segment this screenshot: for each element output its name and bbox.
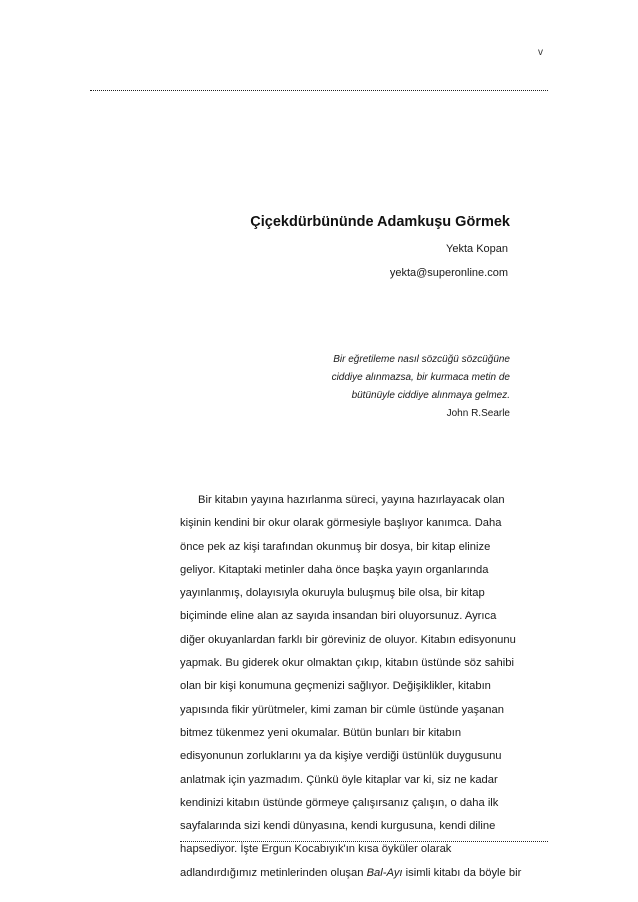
body-line: yapmak. Bu giderek okur olmaktan çıkıp, kitabın üstünde söz sahibi — [180, 657, 514, 670]
body-line-last — [180, 862, 550, 885]
header-dotted-rule — [90, 90, 548, 91]
book-title-italic: Bal-Ayı — [366, 866, 403, 879]
body-line: olan bir kişi konumuna geçmenizi sağlıyor. Değişiklikler, kitabın — [180, 680, 491, 693]
body-line: diğer okuyanlardan farklı bir göreviniz de oluyor. Kitabın edisyonunu — [180, 633, 516, 646]
body-line: anlatmak için yazmadım. Çünkü öyle kitaplar var ki, siz ne kadar — [180, 773, 498, 786]
body-text-segment: isimli kitabı da böyle bir — [402, 866, 522, 879]
body-line: bitmez tükenmez yeni okumalar. Bütün bunları bir kitabın — [180, 726, 462, 739]
epigraph-attribution: John R.Searle — [446, 408, 510, 419]
body-line: yayınlanmış, dolayısıyla okuruyla buluşmuş bile olsa, bir kitap — [180, 587, 485, 600]
body-line: edisyonunun zorluklarını ya da kişiye verdiği üstünlük duygusunu — [180, 750, 502, 763]
body-paragraph — [180, 489, 550, 885]
body-line: önce pek az kişi tarafından okunmuş bir dosya, bir kitap elinize — [180, 540, 491, 553]
footer-dotted-rule — [180, 841, 548, 842]
article-author: Yekta Kopan — [446, 243, 508, 255]
body-line: geliyor. Kitaptaki metinler daha önce başka yayın organlarında — [180, 563, 489, 576]
body-line: kişinin kendini bir okur olarak görmesiyle başlıyor kanımca. Daha — [180, 517, 502, 530]
body-text-segment: adlandırdığımız metinlerinden oluşan — [180, 866, 367, 879]
epigraph-line: bütünüyle ciddiye alınmaya gelmez. — [351, 390, 510, 401]
body-line: sayfalarında sizi kendi dünyasına, kendi kurgusuna, kendi diline — [180, 820, 496, 833]
epigraph-line: ciddiye alınmazsa, bir kurmaca metin de — [331, 372, 510, 383]
author-email: yekta@superonline.com — [389, 267, 508, 279]
body-line: hapsediyor. İşte Ergun Kocabıyık'ın kısa öyküler olarak — [180, 843, 452, 856]
epigraph — [290, 351, 510, 405]
body-line: kendinizi kitabın üstünde görmeye çalışırsanız çalışın, o daha ilk — [180, 796, 499, 809]
body-line: yapısında fikir yürütmeler, kimi zaman bir cümle üstünde yaşanan — [180, 703, 504, 716]
body-line: biçiminde eline alan az sayıda insandan biri oluyorsunuz. Ayrıca — [180, 610, 497, 623]
body-line: Bir kitabın yayına hazırlanma süreci, yayına hazırlayacak olan — [198, 494, 505, 506]
page-number: v — [538, 47, 543, 58]
epigraph-line: Bir eğretileme nasıl sözcüğü sözcüğüne — [333, 354, 510, 365]
article-title: Çiçekdürbününde Adamkuşu Görmek — [250, 214, 510, 230]
